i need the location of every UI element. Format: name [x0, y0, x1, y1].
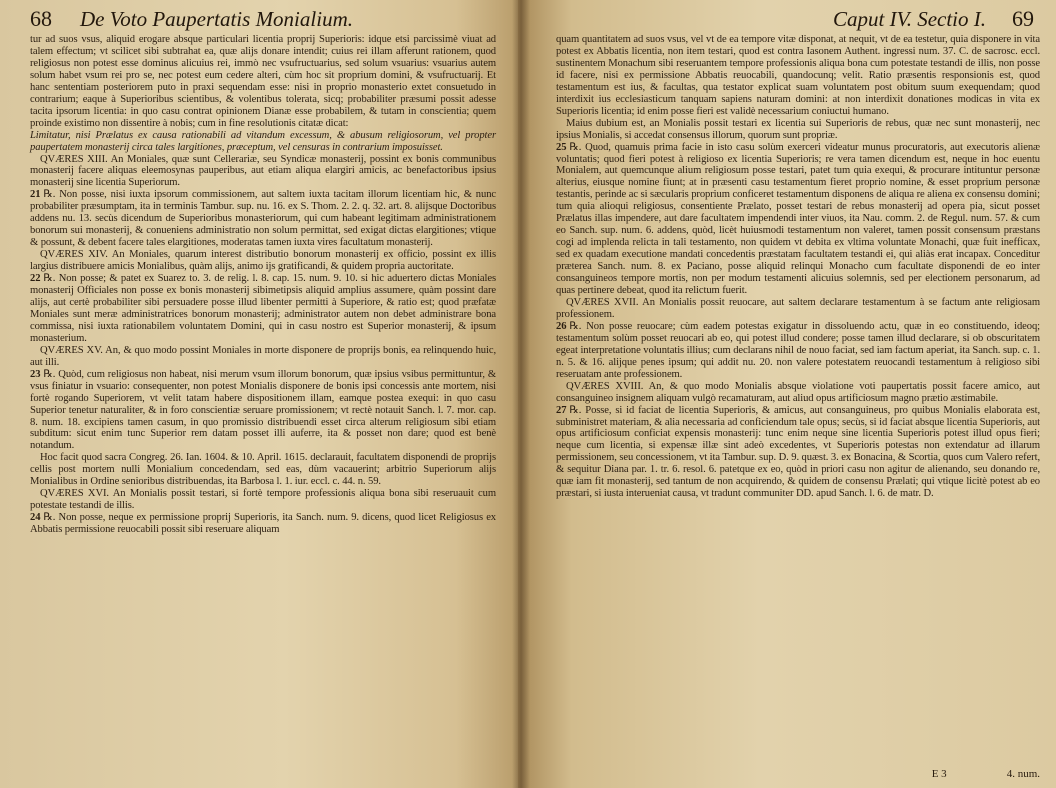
paragraph	[30, 249, 496, 273]
paragraph-text: QVÆRES XVII. An Monialis possit reuocare, aut saltem declarare testamentum à se factum ante religiosam professionem.	[556, 296, 1040, 320]
paragraph-text: ℞. Non posse, neque ex permissione proprij Superioris, ita Sanch. num. 9. dicens, quod licet Religiosus ex Abbatis permissione reuocabili possit sibi reseruare aliquam	[30, 512, 496, 536]
marginal-number: 27	[556, 404, 567, 416]
signature-mark: E 3	[931, 768, 947, 780]
paragraph-text: ℞. Non posse reuocare; cùm eadem potestas exigatur in dissoluendo actu, quæ in eo constituendo, ideoq; testamentum solùm posset reuocari ab eo, qui potest illud condere; posse tamen illud declarare, si ob obscuritatem egeat interpretatione voluntatis illius; cum declarans nihil de nouo faciat, sed iam factum aperiat, ita Sanch. sup. c. 1. n. 5. & 16. alijque penes ipsum; qui addit nu. 20. non valere potestatem reuocandi testamentum à religioso sibi reseruatam ante professionem.	[556, 320, 1040, 380]
marginal-number: 25	[556, 141, 567, 153]
paragraph-text: ℞. Non posse; & patet ex Suarez to. 3. de relig. l. 8. cap. 15. num. 9. 10. si hic aduertero dictas Moniales monasterij Officiales non posse ex bonis monasterij sibimetipsis aliquid amplius assumere, quàm possint dare alijs, aut certè probabiliter sibi persuadere posse illud libenter permitti à Superiore, & ratio est; quod præfatæ Moniales sunt meræ administratrices bonorum monasterij; administrator autem non debet administrare bona commissa, nisi iuxta rationabilem voluntatem Domini, qui in casu nostro est Superior monasterij, & ipsum monasterium.	[30, 273, 496, 344]
left-running-head	[30, 6, 496, 34]
paragraph-text: Limitatur, nisi Prælatus ex causa rationabili ad vitandum excessum, & abusum religiosorum, vel propter paupertatem monasterij circa tales largitiones, præceptum, vel censuras in contrarium imposuisset.	[30, 129, 496, 153]
paragraph	[556, 142, 1040, 297]
left-page-number: 68	[30, 6, 52, 31]
right-head-title: Caput IV. Sectio I.	[832, 7, 986, 31]
marginal-number: 21	[30, 189, 41, 201]
paragraph	[556, 405, 1040, 501]
paragraph	[556, 321, 1040, 381]
paragraph	[30, 273, 496, 345]
right-body-text	[556, 34, 1040, 500]
paragraph	[556, 118, 1040, 142]
paragraph	[556, 381, 1040, 405]
paragraph-text: Hoc facit quod sacra Congreg. 26. Ian. 1604. & 10. April. 1615. declarauit, facultatem disponendi de proprijs cellis post mortem nulli Monialium concedendam, sed eas, dùm vacauerint; arbitrio Superiorum alijs Monialibus in Ordine senioribus distribuendas, ita Barbosa l. 1. iur. eccl. c. 44. n. 59.	[30, 452, 496, 488]
paragraph-text: ℞. Quòd, cum religiosus non habeat, nisi merum vsum illorum bonorum, quæ ipsius vsibus permittuntur, & vsus finiatur in vsuario: consequenter, non potest Monialis disponere de bonis ipsi concessis ante mortem, nisi fortè rogando Superiorem, vt velit tatam habere dispositionem illam, eamque postea exequi: in quo casu Superior tenetur naturaliter, & in foro conscientiæ seruare promissionem; vt rectè notauit Sanch. l. 7. mor. cap. 8. num. 18. excipiens tamen casum, in quo promissio distribuendi esset circa alterum religiosum sibi etiam subditum: sicut enim tunc Superior rem datam posset illi auferre, ita & posset non dare; quod est benè notandum.	[30, 368, 496, 452]
paragraph	[30, 130, 496, 154]
paragraph	[30, 369, 496, 453]
paragraph	[30, 512, 496, 536]
paragraph	[30, 34, 496, 130]
marginal-number: 24	[30, 512, 41, 524]
paragraph-text: Maius dubium est, an Monialis possit testari ex licentia sui Superioris de rebus, quæ nec sunt monasterij, nec ipsius Monialis, si accedat consensus illorum, quorum sunt propriæ.	[556, 117, 1040, 141]
marginal-number: 23	[30, 368, 41, 380]
paragraph-text: ℞. Quod, quamuis prima facie in isto casu solùm exerceri videatur munus procuratoris, aut executoris alienæ voluntatis; quod fieri potest à religioso ex licentia Superioris; re vera tamen dicendum est, neque in hoc euentu Monialem, aut quemcunque alium religiosum posse testari, patet tum quia exequi, & procurare intituntur personæ alterius, eiusque nomine fiunt; at in præsenti casu testamentum fieret proprio nomine, & esset proprium personæ testantis, perinde ac si sæcularis proprium conficeret testamentum disponens de aliqua re aliena ex consensu domini; tum quia alioqui religiosus, consentiente Prælato, posset testari de rebus monasterij ad opera pia, sicut posset Prælatus illas impendere, aut dare facultatem impendendi inter viuos, ita Nau. comm. 2. de Regul. num. 57. & cum eo Sanch. sup. num. 6. addens, quòd, licèt huiusmodi testamentum non valeret, tamen possit consensum præstans cogi ad implenda relicta in tali testamento, non quidem vt debita ex vltima voluntate Monachi, quæ fuit inefficax, sed ex quadam executione mandati concedentis præstatam facultatem testandi ei, qui aliàs erat incapax. Conceditur præterea Sanch. num. 8. ex Paciano, posse aliquid relinqui Monacho cum facultate disponendi de eo inter consanguineos tempore mortis, non per modum testamenti alicuius solemnis, sed per electionem personarum, ad quas pertinere debeat, quod ita relictum fuerit.	[556, 141, 1040, 297]
paragraph	[556, 34, 1040, 118]
paragraph-text: QVÆRES XIII. An Moniales, quæ sunt Cellerariæ, seu Syndicæ monasterij, possint ex bonis communibus monasterij facere aliquas eleemosynas pauperibus, aut etiam aliqua elargiri amicis, ac benefactoribus ipsius monasterij sine licentia Superiorum.	[30, 153, 496, 189]
paragraph-text: ℞. Posse, si id faciat de licentia Superioris, & amicus, aut consanguineus, pro quibus Monialis elaborata est, subministret materiam, & alia necessaria ad conficiendum tale opus; secùs, si id faciat absque licentia Superioris, aut opus artificiosum conficiat expensis monasterij: tunc enim neque sine licentia Superioris potest illud opus fieri; neque cum licentia, si expensæ illæ sint adeò excedentes, vt Superioris potestas non extendatur ad illarum permissionem, seu concessionem, vt ita Tambur. sup. D. 9. quæst. 3. ex Bonacina, & Scortia, quos cum Valero refert, & sequitur Diana par. 1. tr. 6. resol. 6. patetque ex eo, quòd in priori casu non agitur de alienando, seu donando re, quæ iam fit monasterij, sed tantum de non acquirendo, & quidem de consensu Prælati; qui vtique licitè potest ab eo præstari, si iusta interueniat causa, vt tradunt communiter DD. apud Sanch. l. 6. de matr. D.	[556, 404, 1040, 500]
left-body-text	[30, 34, 496, 536]
paragraph	[30, 189, 496, 249]
right-page-number: 69	[1012, 6, 1034, 31]
paragraph	[30, 154, 496, 190]
paragraph-text: QVÆRES XV. An, & quo modo possint Moniales in morte disponere de proprijs bonis, ea relinquendo huic, aut illi.	[30, 344, 496, 368]
paragraph	[30, 488, 496, 512]
page-footer	[932, 768, 1040, 780]
paragraph-text: tur ad suos vsus, aliquid erogare absque particulari licentia proprij Superioris: idque etsi parcissimè viuat ad talem effectum; vt scilicet sibi subtrahat ea, quæ alijs donare intendit; cuius rei illam afferunt rationem, quod religiosus non potest esse dominus alicuius rei, immò nec vsufructuarius, sed solum vsuarius: vsuarius autem solum habet vsum rei pro se, nec potest eum cedere alteri, cùm hoc sit proprium domini, & vsufructuarij. Et hanc sententiam posteriorem puto in praxi sequendam esse: nisi in proprio monasterio extet consuetudo in contrarium; eaque à Superioribus scientibus, & volentibus tolerata, sicq; probabiliter præsumi possit adesse tacita ipsorum licentia: in quo casu contrat opinionem Dianæ esse probabilem, & tutam in conscientia; quem proinde existimo non dissentire à nobis; cum in fine resolutionis citatæ dicat:	[30, 34, 496, 129]
paragraph-text: ℞. Non posse, nisi iuxta ipsorum commissionem, aut saltem iuxta tacitam illorum licentiam hic, & nunc probabiliter præsumptam, ita in terminis Tambur. sup. nu. 16. ex S. Thom. 2. 2. q. 32. art. 8. alijsque Doctoribus addens nu. 13. secùs dicendum de Superioribus monasteriorum, qui cum habeant legitimam administrationem bonorum sui monasterij, & conueniens administratio non solum permittat, sed exigat dictas elargitiones; vtique & possunt, & debent facere tales elargitiones, moderatas tamen iuxta vires facultatum monasterij.	[30, 189, 496, 249]
paragraph	[30, 452, 496, 488]
paragraph-text: quam quantitatem ad suos vsus, vel vt de ea tempore vitæ disponat, at nequit, vt de ea testetur, quia disponere in vita potest ex Abbatis licentia, non item testari, quod est contra Iasonem Authent. ingressi num. 37. C. de sacrosc. eccl. sustinentem Monachum sibi reseruantem tempore professionis aliqua bona cum potestate testandi de illis, non posse id facere, nisi ex permissione Abbatis reuocabili, quandocunq; velit. Ratio præsentis responsionis est, quod testamentum est ius, & facultas, qua testator explicat suam voluntatem post obitum suum exequendam; quod interdixit ius ecclesiasticum tanquam sapiens naturam domini: at non interdixit donationes modicas in vita ex Superioris licentia; id enim posse fieri est validè necessarium coniuctui humano.	[556, 34, 1040, 117]
paragraph	[30, 345, 496, 369]
right-running-head	[556, 6, 1040, 34]
marginal-number: 22	[30, 273, 41, 285]
paragraph-text: QVÆRES XVI. An Monialis possit testari, si fortè tempore professionis aliqua bona sibi reseruauit cum potestate testandi de illis.	[30, 488, 496, 512]
left-page	[0, 0, 518, 788]
paragraph	[556, 297, 1040, 321]
left-head-title: De Voto Paupertatis Monialium.	[80, 7, 353, 31]
paragraph-text: QVÆRES XIV. An Moniales, quarum interest distributio bonorum monasterij ex officio, possint ex illis largius distribuere amicis Monialibus, quàm alijs, animo ijs gratificandi, & quidem propria auctoritate.	[30, 249, 496, 273]
right-page	[518, 0, 1056, 788]
paragraph-text: QVÆRES XVIII. An, & quo modo Monialis absque violatione voti paupertatis possit facere amico, aut consanguineo insignem aliquam vulgò recamaturam, aut aliud opus artificiosum magno prætio æstimabile.	[556, 380, 1040, 404]
marginal-number: 26	[556, 320, 567, 332]
catchword: 4. num.	[1006, 768, 1040, 780]
